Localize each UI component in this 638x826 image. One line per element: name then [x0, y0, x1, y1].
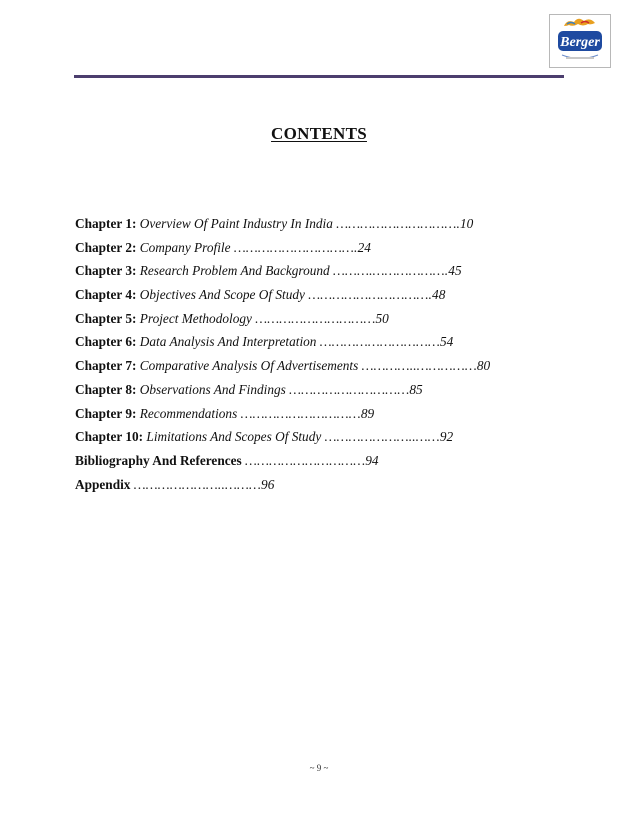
toc-entry-leader: ……….………………. — [333, 263, 449, 279]
toc-entry-page: 96 — [261, 476, 275, 492]
toc-entry — [75, 451, 595, 475]
toc-entry-title: Overview Of Paint Industry In India — [139, 216, 333, 231]
toc-entry-label: Chapter 1: — [75, 216, 137, 231]
toc-entry-leader: …………………..……… — [133, 476, 262, 492]
toc-entry-title: Limitations And Scopes Of Study — [146, 429, 322, 445]
berger-logo — [549, 14, 611, 68]
toc-entry-label: Chapter 4: — [75, 287, 137, 303]
toc-entry — [75, 261, 595, 285]
toc-entry-label: Chapter 7: — [75, 358, 137, 374]
toc-entry-label: Chapter 5: — [75, 310, 137, 326]
toc-entry-page: 94 — [365, 452, 379, 468]
toc-entry — [75, 238, 595, 262]
table-of-contents — [75, 214, 595, 498]
page-number: ~ 9 ~ — [309, 763, 329, 773]
page-title: CONTENTS — [271, 124, 367, 143]
toc-entry-page: 54 — [440, 334, 454, 350]
toc-entry-title: Recommendations — [139, 405, 238, 421]
toc-entry-leader: ………………………… — [245, 452, 366, 468]
toc-entry — [75, 380, 595, 404]
toc-entry-title: Observations And Findings — [139, 381, 286, 397]
toc-entry — [75, 475, 595, 499]
toc-entry — [75, 309, 595, 333]
toc-entry-leader: …………………………. — [308, 287, 433, 303]
toc-entry — [75, 332, 595, 356]
toc-entry-leader: …………..…………… — [361, 358, 477, 374]
toc-entry-label: Chapter 2: — [75, 239, 137, 255]
toc-entry-title: Company Profile — [139, 239, 231, 255]
toc-entry — [75, 427, 595, 451]
toc-entry-title: Comparative Analysis Of Advertisements — [139, 358, 359, 374]
toc-entry-label: Appendix — [75, 476, 131, 492]
toc-entry-page: 50 — [375, 310, 389, 326]
toc-entry-title: Research Problem And Background — [139, 263, 330, 279]
toc-entry-leader: ………………………… — [289, 381, 410, 397]
toc-entry-label: Chapter 3: — [75, 263, 137, 279]
toc-entry-leader: …………………………. — [336, 216, 460, 231]
toc-entry-label: Chapter 6: — [75, 334, 137, 350]
toc-entry-page: 45 — [448, 263, 462, 279]
toc-entry-leader: ………………………… — [240, 405, 361, 421]
toc-entry-label: Chapter 9: — [75, 405, 137, 421]
toc-entry-leader: ………………………… — [255, 310, 376, 326]
toc-entry-page: 24 — [357, 239, 371, 255]
toc-entry-page: 92 — [439, 429, 454, 445]
toc-entry — [75, 356, 595, 380]
logo-wordmark: Berger — [560, 35, 600, 50]
toc-entry-page: 80 — [476, 358, 491, 374]
toc-entry — [75, 214, 595, 238]
toc-entry-label: Chapter 8: — [75, 381, 137, 397]
toc-entry-leader: …………………..…… — [324, 429, 440, 445]
header-rule — [74, 75, 564, 78]
toc-entry — [75, 285, 595, 309]
toc-entry — [75, 404, 595, 428]
toc-entry-label: Bibliography And References — [75, 452, 242, 468]
toc-entry-title: Project Methodology — [139, 310, 252, 326]
toc-entry-page: 85 — [409, 381, 423, 397]
toc-entry-page: 48 — [432, 287, 446, 303]
toc-entry-leader: ………………………… — [319, 334, 440, 350]
toc-entry-page: 10 — [460, 216, 474, 231]
toc-entry-page: 89 — [360, 405, 375, 421]
toc-entry-title: Objectives And Scope Of Study — [139, 287, 305, 303]
toc-entry-leader: …………………………. — [233, 239, 358, 255]
toc-entry-title: Data Analysis And Interpretation — [139, 334, 317, 350]
toc-entry-label: Chapter 10: — [75, 429, 144, 445]
